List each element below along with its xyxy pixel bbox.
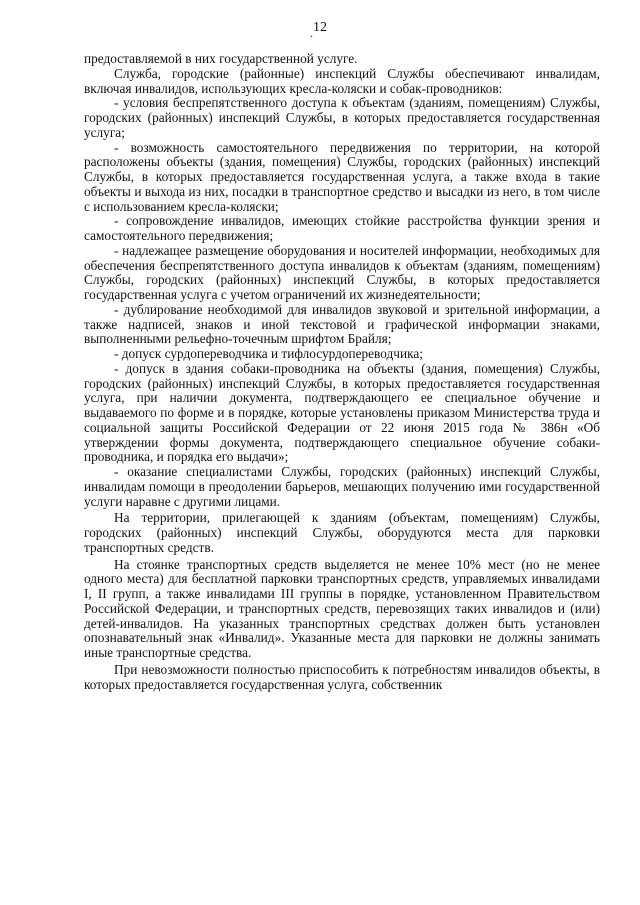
- list-item: - оказание специалистами Службы, городских (районных) инспекций Службы, инвалидам помощи в преодолении барьеров, мешающих получению ими государственной услуги наравне с другими лицами.: [84, 464, 600, 509]
- document-body: [84, 52, 600, 692]
- paragraph: При невозможности полностью приспособить к потребностям инвалидов объекты, в которых предоставляется государственная услуга, собственник: [84, 661, 600, 692]
- paragraph: На стоянке транспортных средств выделяется не менее 10% мест (но не менее одного места) для бесплатной парковки транспортных средств, управляемых инвалидами I, II групп, а также инвалидами III группы в порядке, установленном Правительством Российской Федерации, и транспортных средств, перевозящих таких инвалидов и (или) детей-инвалидов. На указанных транспортных средствах должен быть установлен опознавательный знак «Инвалид». Указанные места для парковки не должны занимать иные транспортные средства.: [84, 556, 600, 660]
- paragraph: На территории, прилегающей к зданиям (объектам, помещениям) Службы, городских (районных) инспекций Службы, оборудуются места для парковки транспортных средств.: [84, 510, 600, 555]
- list-item: - допуск сурдопереводчика и тифлосурдопереводчика;: [114, 346, 423, 361]
- scan-dot: .: [310, 26, 313, 40]
- page-number: 12: [313, 20, 327, 35]
- list-item: - возможность самостоятельного передвижения по территории, на которой расположены объекты (здания, помещения) Службы, городских (районных) инспекций Службы, в которых предоставляется государственная услуга, а также входа в такие объекты и выхода из них, посадки в транспортное средство и высадки из него, в том числе с использованием кресла-коляски;: [84, 139, 600, 214]
- list-item: - условия беспрепятственного доступа к объектам (зданиям, помещениям) Службы, городских (районных) инспекций Службы, в которых предоставляется государственная услуга;: [84, 95, 600, 140]
- list-item: - допуск в здания собаки-проводника на объекты (здания, помещения) Службы, городских (районных) инспекций Службы, в которых предоставляется государственная услуга, при наличии документа, подтверждающего ее специальное обучение и выдаваемого по форме и в порядке, которые установлены приказом Министерства труда и социальной защиты Российской Федерации от 22 июня 2015 года № 386н «Об утверждении формы документа, подтверждающего специальное обучение собаки-проводника, и порядка его выдачи»;: [84, 360, 600, 465]
- paragraph: Служба, городские (районные) инспекций Службы обеспечивают инвалидам, включая инвалидов, использующих кресла-коляски и собак-проводников:: [84, 65, 600, 96]
- list-item: - надлежащее размещение оборудования и носителей информации, необходимых для обеспечения беспрепятственного доступа инвалидов к объектам (зданиям, помещениям) Службы, городских (районных) инспекций Службы, в которых предоставляется государственная услуга с учетом ограничений их жизнедеятельности;: [84, 242, 600, 302]
- list-item: - сопровождение инвалидов, имеющих стойкие расстройства функции зрения и самостоятельного передвижения;: [84, 213, 600, 243]
- list-item: - дублирование необходимой для инвалидов звуковой и зрительной информации, а также надписей, знаков и иной текстовой и графической информации знаками, выполненными рельефно-точечным шрифтом Брайля;: [84, 301, 600, 347]
- paragraph: предоставляемой в них государственной услуге.: [84, 51, 358, 66]
